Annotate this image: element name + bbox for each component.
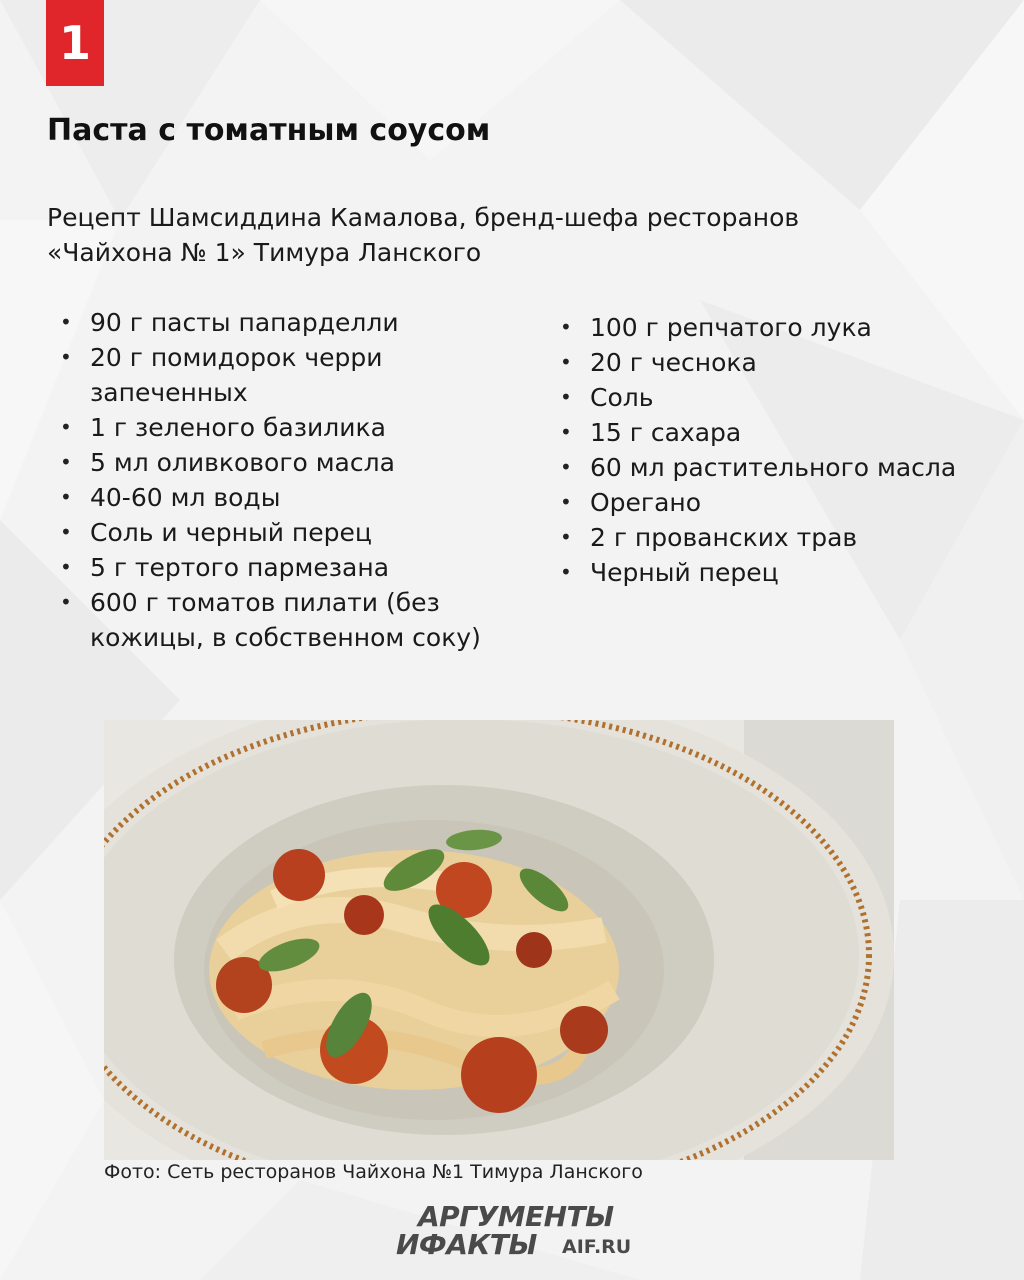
- ingredient-item: • 2 г прованских трав: [560, 520, 960, 555]
- ingredients-list-left: [60, 305, 520, 655]
- ingredient-item: • 100 г репчатого лука: [560, 310, 960, 345]
- page-number-badge: 1: [46, 0, 104, 86]
- ingredients-list-right: [560, 310, 960, 590]
- ingredient-item: • 5 мл оливкового масла: [60, 445, 520, 480]
- ingredient-item: • 20 г помидорок черри запеченных: [60, 340, 520, 410]
- logo-text-line1: АРГУМЕНТЫ: [418, 1200, 614, 1233]
- aif-logo[interactable]: [392, 1200, 662, 1264]
- ingredient-item: • 15 г сахара: [560, 415, 960, 450]
- ingredient-item: • 1 г зеленого базилика: [60, 410, 520, 445]
- ingredient-item: • 60 мл растительного масла: [560, 450, 960, 485]
- ingredient-item: • 600 г томатов пилати (без кожицы, в собственном соку): [60, 585, 520, 655]
- pasta-dish-photo: [104, 720, 894, 1160]
- ingredient-item: • Соль: [560, 380, 960, 415]
- ingredient-item: • 40-60 мл воды: [60, 480, 520, 515]
- ingredient-item: • 90 г пасты папарделли: [60, 305, 520, 340]
- ingredient-item: • 5 г тертого пармезана: [60, 550, 520, 585]
- ingredient-item: • Соль и черный перец: [60, 515, 520, 550]
- photo-caption: Фото: Сеть ресторанов Чайхона №1 Тимура Ланского: [104, 1161, 643, 1183]
- ingredient-item: • Орегано: [560, 485, 960, 520]
- ingredient-item: • Черный перец: [560, 555, 960, 590]
- recipe-title: Паста с томатным соусом: [47, 113, 491, 148]
- ingredient-item: • 20 г чеснока: [560, 345, 960, 380]
- logo-text-line2: ИФАКТЫ: [396, 1228, 537, 1261]
- logo-site-link[interactable]: AIF.RU: [562, 1236, 632, 1258]
- recipe-author: Рецепт Шамсиддина Камалова, бренд-шефа ресторанов «Чайхона № 1» Тимура Ланского: [47, 203, 800, 267]
